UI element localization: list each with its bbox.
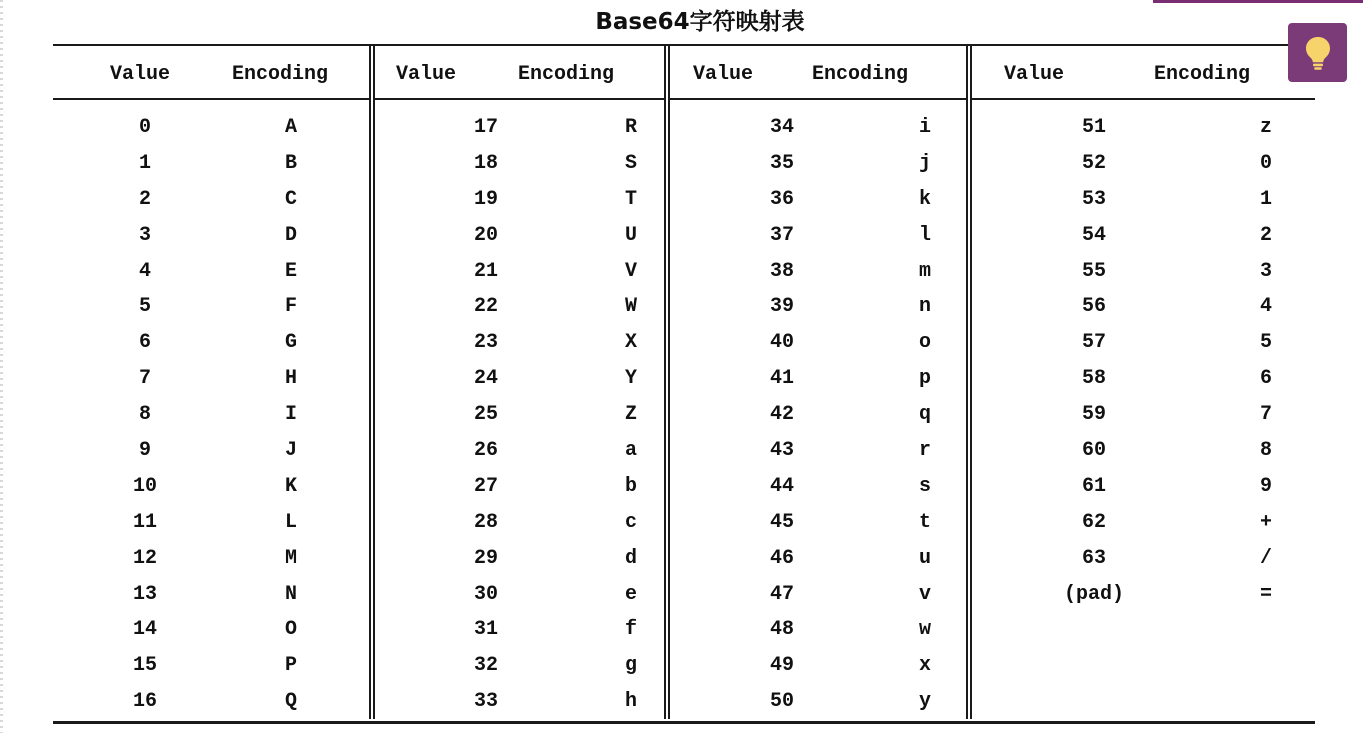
- table-row: [972, 577, 1315, 613]
- table-row: [670, 648, 966, 684]
- table-row: [53, 325, 369, 361]
- encoding-column-header: Encoding: [232, 63, 329, 86]
- encoding-cell: W: [624, 295, 637, 319]
- table-row: [670, 146, 966, 182]
- value-cell: 49: [769, 654, 794, 678]
- encoding-cell: L: [284, 510, 297, 534]
- value-cell: 38: [769, 259, 794, 283]
- encoding-cell: K: [284, 474, 297, 498]
- encoding-cell: V: [624, 259, 637, 283]
- value-cell: 6: [138, 331, 151, 355]
- encoding-cell: t: [918, 510, 931, 534]
- value-cell: (pad): [1063, 582, 1124, 606]
- encoding-cell: O: [284, 618, 297, 642]
- encoding-cell: g: [624, 654, 637, 678]
- value-cell: 63: [1081, 546, 1106, 570]
- encoding-cell: 7: [1259, 403, 1272, 427]
- table-row: [670, 577, 966, 613]
- encoding-cell: 8: [1259, 439, 1272, 463]
- value-cell: 7: [138, 367, 151, 391]
- encoding-cell: p: [918, 367, 931, 391]
- table-row: [53, 505, 369, 541]
- table-row: [375, 505, 665, 541]
- table-rows: [670, 110, 966, 720]
- table-row: [53, 541, 369, 577]
- value-cell: 46: [769, 546, 794, 570]
- encoding-cell: 5: [1259, 331, 1272, 355]
- table-row: [375, 397, 665, 433]
- table-row: [53, 361, 369, 397]
- encoding-cell: C: [284, 187, 297, 211]
- value-cell: 11: [132, 510, 157, 534]
- table-row: [53, 684, 369, 720]
- table-row: [53, 397, 369, 433]
- table-row: [53, 612, 369, 648]
- encoding-cell: c: [624, 510, 637, 534]
- encoding-cell: R: [624, 116, 637, 139]
- encoding-cell: y: [918, 690, 931, 714]
- encoding-cell: e: [624, 582, 637, 606]
- encoding-cell: J: [284, 439, 297, 463]
- value-cell: 55: [1081, 259, 1106, 283]
- value-cell: 40: [769, 331, 794, 355]
- page-title: Base64字符映射表: [595, 9, 805, 35]
- table-row: [670, 110, 966, 146]
- encoding-cell: P: [284, 654, 297, 678]
- table-group-4: [972, 46, 1315, 721]
- encoding-cell: M: [284, 546, 297, 570]
- table-row: [375, 182, 665, 218]
- value-cell: 43: [769, 439, 794, 463]
- value-cell: 15: [132, 654, 157, 678]
- value-cell: 34: [769, 116, 794, 139]
- table-group-header: [972, 46, 1315, 100]
- base64-table: [53, 44, 1315, 726]
- encoding-cell: a: [624, 439, 637, 463]
- encoding-cell: 3: [1259, 259, 1272, 283]
- table-row: [53, 218, 369, 254]
- table-row: [670, 505, 966, 541]
- value-cell: 54: [1081, 223, 1106, 247]
- encoding-cell: =: [1259, 582, 1272, 606]
- value-cell: 23: [473, 331, 498, 355]
- table-row: [375, 110, 665, 146]
- encoding-cell: b: [624, 474, 637, 498]
- value-cell: 36: [769, 187, 794, 211]
- encoding-cell: j: [918, 151, 931, 175]
- value-cell: 56: [1081, 295, 1106, 319]
- table-bottom-rule: [53, 721, 1315, 724]
- value-cell: 59: [1081, 403, 1106, 427]
- encoding-cell: d: [624, 546, 637, 570]
- value-cell: 8: [138, 403, 151, 427]
- table-row: [375, 684, 665, 720]
- table-row: [53, 289, 369, 325]
- table-row: [972, 325, 1315, 361]
- table-row: [375, 325, 665, 361]
- encoding-cell: i: [918, 116, 931, 139]
- table-row: [670, 361, 966, 397]
- value-cell: 61: [1081, 474, 1106, 498]
- value-cell: 1: [138, 151, 151, 175]
- value-cell: 44: [769, 474, 794, 498]
- value-cell: 19: [473, 187, 498, 211]
- encoding-cell: q: [918, 403, 931, 427]
- value-cell: 33: [473, 690, 498, 714]
- encoding-cell: T: [624, 187, 637, 211]
- value-cell: 18: [473, 151, 498, 175]
- table-row: [670, 469, 966, 505]
- value-column-header: Value: [693, 63, 754, 86]
- value-cell: 20: [473, 223, 498, 247]
- value-cell: 9: [138, 439, 151, 463]
- encoding-cell: 6: [1259, 367, 1272, 391]
- value-cell: 45: [769, 510, 794, 534]
- encoding-cell: 4: [1259, 295, 1272, 319]
- value-cell: 35: [769, 151, 794, 175]
- encoding-cell: l: [918, 223, 931, 247]
- encoding-cell: G: [284, 331, 297, 355]
- value-cell: 30: [473, 582, 498, 606]
- table-row: [972, 361, 1315, 397]
- encoding-cell: k: [918, 187, 931, 211]
- value-cell: 24: [473, 367, 498, 391]
- value-cell: 60: [1081, 439, 1106, 463]
- value-cell: 29: [473, 546, 498, 570]
- value-cell: 51: [1081, 116, 1106, 139]
- value-cell: 10: [132, 474, 157, 498]
- table-rows: [53, 110, 369, 720]
- encoding-cell: S: [624, 151, 637, 175]
- encoding-cell: w: [918, 618, 931, 642]
- encoding-cell: X: [624, 331, 637, 355]
- value-cell: 12: [132, 546, 157, 570]
- value-cell: 39: [769, 295, 794, 319]
- value-cell: 16: [132, 690, 157, 714]
- encoding-cell: v: [918, 582, 931, 606]
- table-row: [670, 254, 966, 290]
- encoding-cell: E: [284, 259, 297, 283]
- value-cell: 13: [132, 582, 157, 606]
- table-row: [375, 433, 665, 469]
- value-cell: 21: [473, 259, 498, 283]
- table-group-header: [375, 46, 665, 100]
- encoding-cell: f: [624, 618, 637, 642]
- table-row: [375, 648, 665, 684]
- value-cell: 3: [138, 223, 151, 247]
- value-cell: 22: [473, 295, 498, 319]
- table-row: [972, 505, 1315, 541]
- table-row: [972, 182, 1315, 218]
- table-row: [53, 146, 369, 182]
- value-cell: 17: [473, 116, 498, 139]
- table-row: [670, 325, 966, 361]
- table-row: [375, 218, 665, 254]
- value-cell: 25: [473, 403, 498, 427]
- lightbulb-tip-button[interactable]: [1288, 23, 1347, 82]
- value-cell: 4: [138, 259, 151, 283]
- encoding-cell: F: [284, 295, 297, 319]
- table-row: [972, 397, 1315, 433]
- table-row: [670, 684, 966, 720]
- encoding-cell: Y: [624, 367, 637, 391]
- value-cell: 31: [473, 618, 498, 642]
- encoding-cell: N: [284, 582, 297, 606]
- value-cell: 2: [138, 187, 151, 211]
- encoding-cell: x: [918, 654, 931, 678]
- table-row: [972, 469, 1315, 505]
- table-group-1: [53, 46, 369, 721]
- table-row: [53, 648, 369, 684]
- encoding-cell: m: [918, 259, 931, 283]
- table-group-header: [53, 46, 369, 100]
- encoding-cell: r: [918, 439, 931, 463]
- value-cell: 50: [769, 690, 794, 714]
- table-row: [53, 182, 369, 218]
- table-rows: [972, 110, 1315, 612]
- value-column-header: Value: [396, 63, 457, 86]
- encoding-column-header: Encoding: [1154, 63, 1251, 86]
- value-cell: 48: [769, 618, 794, 642]
- scan-edge-decoration: [0, 0, 3, 733]
- value-cell: 37: [769, 223, 794, 247]
- encoding-cell: U: [624, 223, 637, 247]
- value-cell: 26: [473, 439, 498, 463]
- value-cell: 58: [1081, 367, 1106, 391]
- encoding-cell: I: [284, 403, 297, 427]
- table-row: [375, 254, 665, 290]
- encoding-cell: h: [624, 690, 637, 714]
- encoding-cell: Q: [284, 690, 297, 714]
- encoding-cell: 2: [1259, 223, 1272, 247]
- encoding-cell: s: [918, 474, 931, 498]
- table-row: [53, 577, 369, 613]
- encoding-cell: o: [918, 331, 931, 355]
- table-row: [375, 361, 665, 397]
- encoding-cell: H: [284, 367, 297, 391]
- value-cell: 28: [473, 510, 498, 534]
- encoding-column-header: Encoding: [812, 63, 909, 86]
- value-cell: 41: [769, 367, 794, 391]
- table-row: [53, 469, 369, 505]
- table-rows: [375, 110, 665, 720]
- table-row: [375, 146, 665, 182]
- value-cell: 57: [1081, 331, 1106, 355]
- table-row: [670, 541, 966, 577]
- value-cell: 62: [1081, 510, 1106, 534]
- encoding-cell: z: [1259, 116, 1272, 139]
- encoding-cell: +: [1259, 510, 1272, 534]
- table-row: [670, 397, 966, 433]
- value-cell: 32: [473, 654, 498, 678]
- table-row: [375, 577, 665, 613]
- value-cell: 47: [769, 582, 794, 606]
- encoding-cell: /: [1259, 546, 1272, 570]
- table-row: [53, 433, 369, 469]
- value-cell: 0: [138, 116, 151, 139]
- table-row: [670, 218, 966, 254]
- value-cell: 53: [1081, 187, 1106, 211]
- encoding-cell: D: [284, 223, 297, 247]
- encoding-cell: B: [284, 151, 297, 175]
- value-column-header: Value: [110, 63, 171, 86]
- encoding-cell: Z: [624, 403, 637, 427]
- encoding-cell: u: [918, 546, 931, 570]
- table-row: [375, 541, 665, 577]
- encoding-cell: n: [918, 295, 931, 319]
- value-cell: 42: [769, 403, 794, 427]
- value-cell: 5: [138, 295, 151, 319]
- table-row: [53, 110, 369, 146]
- table-row: [375, 612, 665, 648]
- table-row: [972, 541, 1315, 577]
- table-group-header: [670, 46, 966, 100]
- encoding-cell: 9: [1259, 474, 1272, 498]
- table-row: [670, 433, 966, 469]
- encoding-cell: 0: [1259, 151, 1272, 175]
- table-row: [972, 110, 1315, 146]
- table-row: [972, 289, 1315, 325]
- table-row: [375, 289, 665, 325]
- table-row: [670, 289, 966, 325]
- table-group-2: [375, 46, 665, 721]
- value-cell: 14: [132, 618, 157, 642]
- table-row: [670, 612, 966, 648]
- table-row: [972, 218, 1315, 254]
- table-row: [375, 469, 665, 505]
- lightbulb-icon: [1303, 35, 1333, 71]
- table-row: [53, 254, 369, 290]
- value-cell: 27: [473, 474, 498, 498]
- top-accent-bar: [1153, 0, 1363, 3]
- table-group-3: [670, 46, 966, 721]
- value-cell: 52: [1081, 151, 1106, 175]
- table-row: [972, 146, 1315, 182]
- table-row: [670, 182, 966, 218]
- value-column-header: Value: [1004, 63, 1065, 86]
- encoding-column-header: Encoding: [518, 63, 615, 86]
- encoding-cell: A: [284, 116, 297, 139]
- encoding-cell: 1: [1259, 187, 1272, 211]
- table-row: [972, 433, 1315, 469]
- table-row: [972, 254, 1315, 290]
